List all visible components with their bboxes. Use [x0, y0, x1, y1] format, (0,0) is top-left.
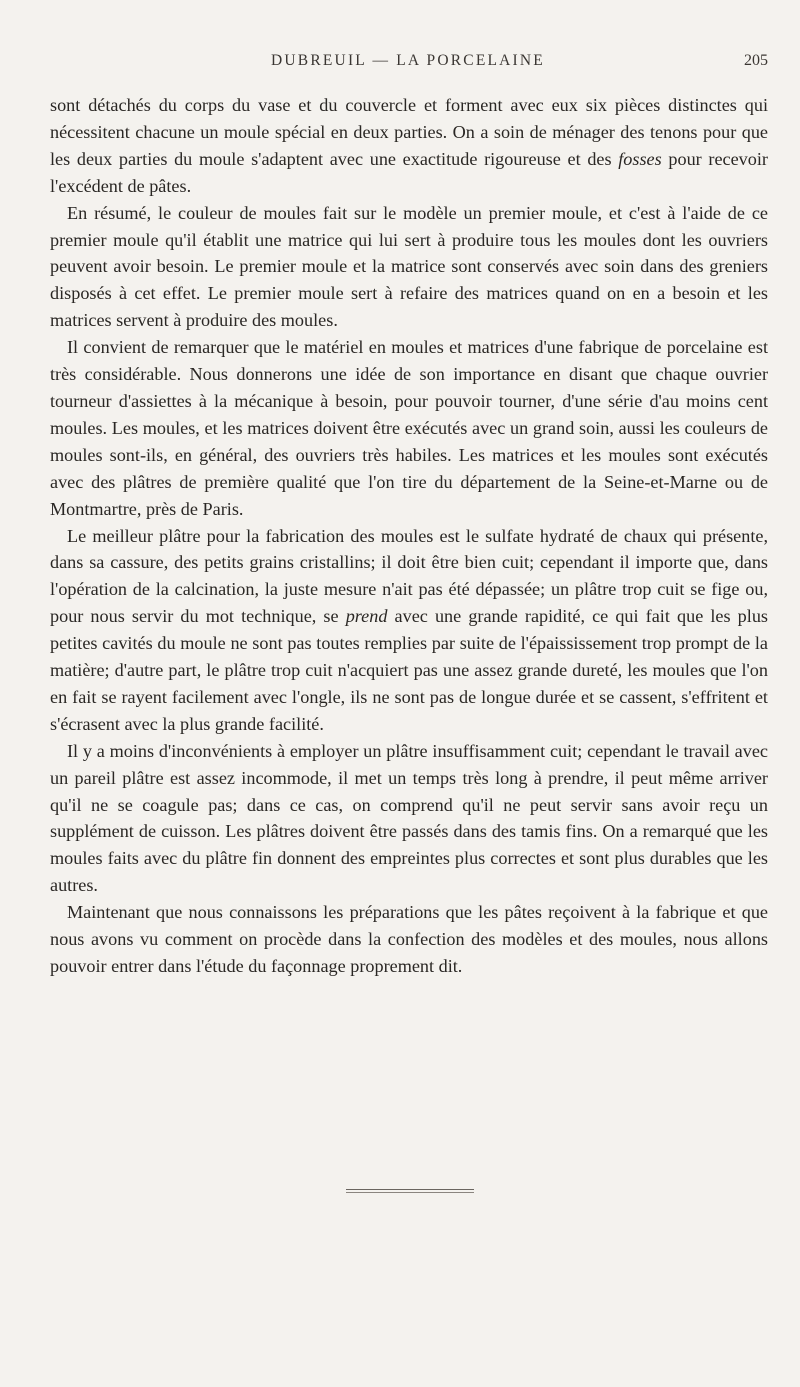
paragraph-6: Maintenant que nous connaissons les préparations que les pâtes reçoivent à la fabrique et que nous avons vu comment on procède dans la confection des modèles et des moules, nous allons pouvoir entrer dans l'étude du façonnage proprement dit.	[50, 902, 768, 976]
paragraph-4-text-b: avec une grande rapidité, ce qui fait que les plus petites cavités du moule ne sont pas toutes remplies par suite de l'épaississement trop prompt de la matière; d'autre part, le plâtre trop cuit n'acquiert pas une assez grande dureté, les moules que l'on en fait se rayent facilement avec l'ongle, ils ne sont pas de longue durée et se cassent, s'effritent et s'écrasent avec la plus grande facilité.	[50, 606, 768, 734]
emphasis-fosses: fosses	[618, 148, 662, 169]
paragraph-4-text-a: Le meilleur plâtre pour la fabrication des moules est le sulfate hydraté de chaux qui présente, dans sa cassure, des petits grains cristallins; il doit être bien cuit; cependant il importe que, dans l'opération de la calcination, la juste mesure n'ait pas été dépassée; un plâtre trop cuit se fige ou, pour nous servir du mot technique, se	[50, 525, 768, 627]
emphasis-prend: prend	[345, 606, 388, 627]
running-head	[48, 52, 768, 76]
section-end-rule	[346, 1189, 474, 1190]
paragraph-4	[50, 523, 768, 738]
body-text	[50, 92, 768, 980]
paragraph-1-text-a: sont détachés du corps du vase et du couvercle et forment avec eux six pièces distinctes qui nécessitent chacune un moule spécial en deux parties. On a soin de ménager des tenons pour que les deux parties du moule s'adaptent avec une exactitude rigoureuse et des	[50, 95, 768, 169]
page-number: 205	[744, 52, 768, 69]
running-title: DUBREUIL — LA PORCELAINE	[271, 52, 545, 69]
paragraph-3: Il convient de remarquer que le matériel en moules et matrices d'une fabrique de porcelaine est très considérable. Nous donnerons une idée de son importance en disant que chaque ouvrier tourneur d'assiettes à la mécanique à besoin, pour pouvoir tourner, d'une série d'au moins cent moules. Les moules, et les matrices doivent être exécutés avec un grand soin, aussi les couleurs de moules sont-ils, en général, des ouvriers très habiles. Les matrices et les moules sont exécutés avec des plâtres de première qualité que l'on tire du département de la Seine-et-Marne ou de Montmartre, près de Paris.	[50, 337, 768, 519]
paragraph-5: Il y a moins d'inconvénients à employer un plâtre insuffisamment cuit; cependant le travail avec un pareil plâtre est assez incommode, il met un temps très long à prendre, il peut même arriver qu'il ne se coagule pas; dans ce cas, on comprend qu'il ne peut servir sans avoir reçu un supplément de cuisson. Les plâtres doivent être passés dans des tamis fins. On a remarqué que les moules faits avec du plâtre fin donnent des empreintes plus correctes et sont plus durables que les autres.	[50, 740, 768, 896]
paragraph-2: En résumé, le couleur de moules fait sur le modèle un premier moule, et c'est à l'aide de ce premier moule qu'il établit une matrice qui lui sert à produire tous les moules dont les ouvriers peuvent avoir besoin. Le premier moule et la matrice sont conservés avec soin dans des greniers disposés à cet effet. Le premier moule sert à refaire des matrices quand on en a besoin et les matrices servent à produire des moules.	[50, 202, 768, 331]
paragraph-1	[50, 92, 768, 200]
paragraph-1-text-b: pour recevoir l'excédent de pâtes.	[50, 148, 768, 196]
